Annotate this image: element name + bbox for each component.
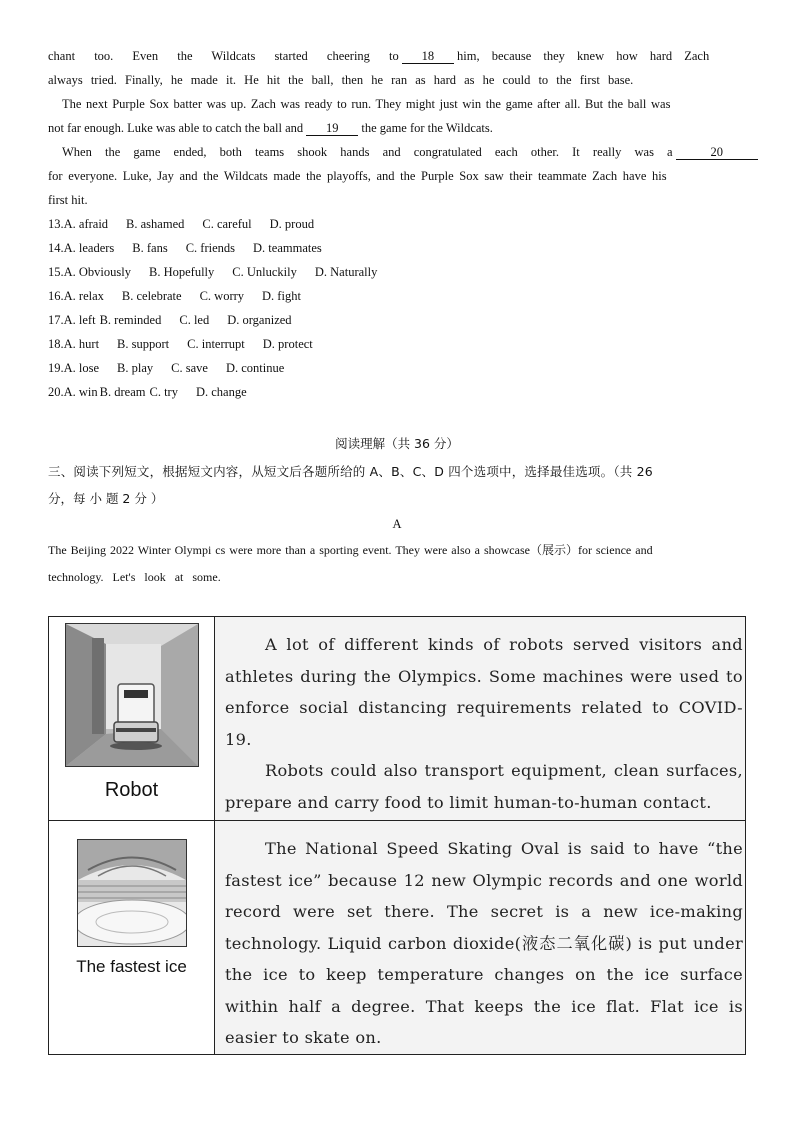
text-cell	[215, 821, 746, 1055]
ice-text	[215, 821, 745, 1054]
table-row	[49, 617, 746, 821]
image-cell	[49, 821, 215, 1055]
passage-line: always tried. Finally, he made it. He hit the ball, then he ran as hard as he could to the first base.	[48, 73, 634, 87]
blank-20: 20	[676, 145, 758, 160]
text-cell	[215, 617, 746, 821]
part-label: A	[392, 517, 402, 531]
robot-image	[65, 623, 199, 767]
passage-text: When the game ended, both teams shook hands and congratulated each other. It really was a	[62, 145, 673, 159]
speed-skating-oval-icon	[78, 840, 186, 946]
passage-text: chant too. Even the Wildcats started cheering to	[48, 49, 399, 63]
ice-image	[77, 839, 187, 947]
question-14: 14.A. leaders B. fans C. friends D. teammates	[48, 241, 322, 255]
passage-text: him, because they knew how hard Zach	[457, 49, 710, 63]
paragraph: The National Speed Skating Oval is said to have “the fastest ice” because 12 new Olympic records and one world record were set there. The secret is a new ice-making technology. Liquid carbon dioxide(液态二氧化碳) is put under the ice to keep temperature changes on the ice surface within half a degree. That keeps the ice flat. Flat ice is easier to skate on.	[225, 839, 743, 1047]
passage-line	[48, 140, 746, 164]
passage-line	[48, 44, 746, 68]
blank-18: 18	[402, 49, 454, 64]
ice-caption: The fastest ice	[76, 957, 187, 976]
question-16: 16.A. relax B. celebrate C. worry D. fight	[48, 289, 301, 303]
passage-line	[48, 116, 746, 140]
passage-text: not far enough. Luke was able to catch the ball and	[48, 121, 304, 135]
passage-line: first hit.	[48, 193, 88, 207]
passage	[48, 44, 746, 404]
question-19: 19.A. lose B. play C. save D. continue	[48, 361, 285, 375]
robot-photo-icon	[66, 624, 198, 766]
question-17: 17.A. left B. reminded C. led D. organized	[48, 313, 292, 327]
robot-text	[215, 617, 745, 818]
passage-line: The next Purple Sox batter was up. Zach was ready to run. They might just win the game after all. But the ball was	[62, 97, 671, 111]
table-row	[49, 821, 746, 1055]
image-cell	[49, 617, 215, 821]
passage-line: for everyone. Luke, Jay and the Wildcats made the playoffs, and the Purple Sox saw their teammate Zach have his	[48, 169, 667, 183]
blank-19: 19	[306, 121, 358, 136]
question-20: 20.A. win B. dream C. try D. change	[48, 385, 247, 399]
question-13: 13.A. afraid B. ashamed C. careful D. proud	[48, 217, 315, 231]
question-15: 15.A. Obviously B. Hopefully C. Unluckily D. Naturally	[48, 265, 378, 279]
robot-caption: Robot	[104, 779, 159, 801]
paragraph: Robots could also transport equipment, clean surfaces, prepare and carry food to limit human-to-human contact.	[225, 761, 743, 812]
question-18: 18.A. hurt B. support C. interrupt D. protect	[48, 337, 313, 351]
section-title: 阅读理解（共 36 分）	[335, 436, 459, 451]
feature-table	[48, 616, 746, 1055]
passage-text: the game for the Wildcats.	[361, 121, 493, 135]
section-instruction: 三、阅读下列短文，根据短文内容，从短文后各题所给的 A、B、C、D 四个选项中，选择最佳选项。（共 26 分，每 小 题 2 分 ）	[48, 464, 653, 506]
intro: The Beijing 2022 Winter Olympi cs were more than a sporting event. They were also a showcase（展示）for science and technology. Let's look at some.	[48, 543, 653, 584]
paragraph: A lot of different kinds of robots served visitors and athletes during the Olympics. Some machines were used to enforce social distancing requirements related to COVID-19.	[225, 635, 743, 749]
